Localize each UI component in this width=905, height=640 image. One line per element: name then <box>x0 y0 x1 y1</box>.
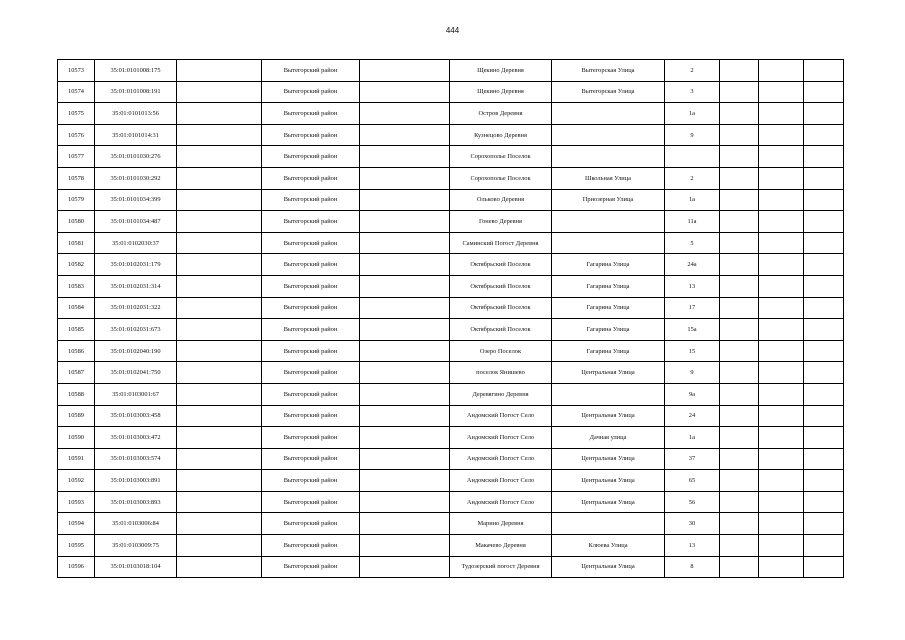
empty-cell <box>804 81 844 103</box>
house-number-cell: 9 <box>665 362 720 384</box>
registry-body <box>58 60 844 578</box>
empty-cell <box>720 513 759 535</box>
street-cell: Вытегорская Улица <box>552 60 665 82</box>
locality-cell: Озеро Поселок <box>450 340 552 362</box>
empty-cell <box>177 448 262 470</box>
table-row <box>58 60 844 82</box>
empty-cell <box>720 319 759 341</box>
empty-cell <box>804 60 844 82</box>
house-number-cell: 5 <box>665 232 720 254</box>
row-id-cell: 10584 <box>58 297 95 319</box>
empty-cell <box>804 470 844 492</box>
empty-cell <box>720 167 759 189</box>
cadastral-number-cell: 35:01:0101034:487 <box>95 211 177 233</box>
locality-cell: Щекино Деревня <box>450 81 552 103</box>
house-number-cell: 9 <box>665 124 720 146</box>
street-cell <box>552 146 665 168</box>
empty-cell <box>720 275 759 297</box>
empty-cell <box>360 470 450 492</box>
street-cell: Дачная улица <box>552 427 665 449</box>
empty-cell <box>759 340 804 362</box>
cadastral-number-cell: 35:01:0102030:37 <box>95 232 177 254</box>
empty-cell <box>720 535 759 557</box>
locality-cell: Сорохополье Поселок <box>450 146 552 168</box>
row-id-cell: 10595 <box>58 535 95 557</box>
district-cell: Вытегорский район <box>262 383 360 405</box>
empty-cell <box>720 405 759 427</box>
empty-cell <box>360 232 450 254</box>
empty-cell <box>804 232 844 254</box>
empty-cell <box>720 211 759 233</box>
empty-cell <box>804 362 844 384</box>
cadastral-number-cell: 35:01:0101008:191 <box>95 81 177 103</box>
empty-cell <box>720 254 759 276</box>
cadastral-number-cell: 35:01:0101034:399 <box>95 189 177 211</box>
locality-cell: Октябрьский Поселок <box>450 319 552 341</box>
empty-cell <box>177 513 262 535</box>
empty-cell <box>177 362 262 384</box>
house-number-cell: 1а <box>665 189 720 211</box>
empty-cell <box>360 211 450 233</box>
locality-cell: Гонево Деревня <box>450 211 552 233</box>
table-row <box>58 275 844 297</box>
empty-cell <box>759 232 804 254</box>
empty-cell <box>804 211 844 233</box>
locality-cell: поселок Янишево <box>450 362 552 384</box>
cadastral-number-cell: 35:01:0101030:292 <box>95 167 177 189</box>
district-cell: Вытегорский район <box>262 254 360 276</box>
cadastral-number-cell: 35:01:0103003:891 <box>95 470 177 492</box>
row-id-cell: 10578 <box>58 167 95 189</box>
empty-cell <box>360 103 450 125</box>
locality-cell: Октябрьский Поселок <box>450 254 552 276</box>
house-number-cell: 56 <box>665 491 720 513</box>
row-id-cell: 10596 <box>58 556 95 578</box>
empty-cell <box>360 556 450 578</box>
empty-cell <box>759 103 804 125</box>
table-row <box>58 124 844 146</box>
district-cell: Вытегорский район <box>262 124 360 146</box>
empty-cell <box>177 556 262 578</box>
empty-cell <box>804 103 844 125</box>
empty-cell <box>177 275 262 297</box>
street-cell <box>552 211 665 233</box>
empty-cell <box>177 491 262 513</box>
empty-cell <box>360 319 450 341</box>
district-cell: Вытегорский район <box>262 405 360 427</box>
empty-cell <box>759 60 804 82</box>
empty-cell <box>720 297 759 319</box>
empty-cell <box>804 556 844 578</box>
district-cell: Вытегорский район <box>262 81 360 103</box>
empty-cell <box>720 470 759 492</box>
street-cell: Вытегорская Улица <box>552 81 665 103</box>
district-cell: Вытегорский район <box>262 275 360 297</box>
empty-cell <box>360 124 450 146</box>
locality-cell: Кузнецово Деревня <box>450 124 552 146</box>
district-cell: Вытегорский район <box>262 448 360 470</box>
empty-cell <box>720 427 759 449</box>
empty-cell <box>804 319 844 341</box>
empty-cell <box>720 81 759 103</box>
cadastral-number-cell: 35:01:0101014:31 <box>95 124 177 146</box>
empty-cell <box>720 146 759 168</box>
table-row <box>58 211 844 233</box>
table-row <box>58 189 844 211</box>
district-cell: Вытегорский район <box>262 556 360 578</box>
empty-cell <box>759 470 804 492</box>
house-number-cell: 13 <box>665 535 720 557</box>
house-number-cell: 17 <box>665 297 720 319</box>
street-cell: Гагарина Улица <box>552 340 665 362</box>
table-row <box>58 362 844 384</box>
house-number-cell <box>665 146 720 168</box>
street-cell: Центральная Улица <box>552 491 665 513</box>
row-id-cell: 10576 <box>58 124 95 146</box>
house-number-cell: 2 <box>665 60 720 82</box>
row-id-cell: 10589 <box>58 405 95 427</box>
house-number-cell: 9а <box>665 383 720 405</box>
empty-cell <box>759 211 804 233</box>
empty-cell <box>720 383 759 405</box>
cadastral-number-cell: 35:01:0101008:175 <box>95 60 177 82</box>
locality-cell: Тудозерский погост Деревня <box>450 556 552 578</box>
empty-cell <box>177 254 262 276</box>
cadastral-number-cell: 35:01:0103009:75 <box>95 535 177 557</box>
empty-cell <box>360 362 450 384</box>
empty-cell <box>804 491 844 513</box>
cadastral-number-cell: 35:01:0102031:179 <box>95 254 177 276</box>
empty-cell <box>804 448 844 470</box>
empty-cell <box>177 383 262 405</box>
cadastral-number-cell: 35:01:0103003:472 <box>95 427 177 449</box>
table-row <box>58 383 844 405</box>
empty-cell <box>177 470 262 492</box>
table-row <box>58 167 844 189</box>
empty-cell <box>720 340 759 362</box>
empty-cell <box>177 232 262 254</box>
cadastral-number-cell: 35:01:0101013:56 <box>95 103 177 125</box>
empty-cell <box>804 340 844 362</box>
empty-cell <box>177 340 262 362</box>
empty-cell <box>360 427 450 449</box>
street-cell <box>552 383 665 405</box>
district-cell: Вытегорский район <box>262 513 360 535</box>
empty-cell <box>759 319 804 341</box>
empty-cell <box>804 254 844 276</box>
district-cell: Вытегорский район <box>262 297 360 319</box>
empty-cell <box>720 124 759 146</box>
table-row <box>58 103 844 125</box>
empty-cell <box>804 167 844 189</box>
empty-cell <box>759 275 804 297</box>
locality-cell: Андомский Погост Село <box>450 470 552 492</box>
empty-cell <box>177 535 262 557</box>
empty-cell <box>720 103 759 125</box>
cadastral-number-cell: 35:01:0103001:67 <box>95 383 177 405</box>
row-id-cell: 10583 <box>58 275 95 297</box>
locality-cell: Андомский Погост Село <box>450 448 552 470</box>
district-cell: Вытегорский район <box>262 340 360 362</box>
empty-cell <box>759 362 804 384</box>
house-number-cell: 15а <box>665 319 720 341</box>
empty-cell <box>720 556 759 578</box>
locality-cell: Щекино Деревня <box>450 60 552 82</box>
district-cell: Вытегорский район <box>262 470 360 492</box>
district-cell: Вытегорский район <box>262 146 360 168</box>
empty-cell <box>177 81 262 103</box>
street-cell <box>552 124 665 146</box>
table-row <box>58 535 844 557</box>
locality-cell: Октябрьский Поселок <box>450 275 552 297</box>
house-number-cell: 30 <box>665 513 720 535</box>
empty-cell <box>804 427 844 449</box>
empty-cell <box>360 81 450 103</box>
table-row <box>58 513 844 535</box>
table-row <box>58 340 844 362</box>
cadastral-number-cell: 35:01:0102031:673 <box>95 319 177 341</box>
row-id-cell: 10590 <box>58 427 95 449</box>
empty-cell <box>804 189 844 211</box>
locality-cell: Андомский Погост Село <box>450 491 552 513</box>
empty-cell <box>804 535 844 557</box>
empty-cell <box>759 491 804 513</box>
row-id-cell: 10579 <box>58 189 95 211</box>
empty-cell <box>360 405 450 427</box>
empty-cell <box>804 297 844 319</box>
empty-cell <box>360 513 450 535</box>
empty-cell <box>804 513 844 535</box>
empty-cell <box>720 491 759 513</box>
district-cell: Вытегорский район <box>262 211 360 233</box>
table-row <box>58 556 844 578</box>
locality-cell: Остров Деревня <box>450 103 552 125</box>
house-number-cell: 11а <box>665 211 720 233</box>
district-cell: Вытегорский район <box>262 319 360 341</box>
street-cell: Гагарина Улица <box>552 275 665 297</box>
district-cell: Вытегорский район <box>262 60 360 82</box>
locality-cell: Ольково Деревня <box>450 189 552 211</box>
street-cell: Гагарина Улица <box>552 297 665 319</box>
empty-cell <box>759 556 804 578</box>
empty-cell <box>804 275 844 297</box>
row-id-cell: 10581 <box>58 232 95 254</box>
empty-cell <box>759 427 804 449</box>
empty-cell <box>177 427 262 449</box>
cadastral-number-cell: 35:01:0103006:84 <box>95 513 177 535</box>
row-id-cell: 10591 <box>58 448 95 470</box>
empty-cell <box>759 124 804 146</box>
table-row <box>58 81 844 103</box>
table-row <box>58 427 844 449</box>
row-id-cell: 10573 <box>58 60 95 82</box>
empty-cell <box>759 513 804 535</box>
empty-cell <box>720 189 759 211</box>
table-row <box>58 297 844 319</box>
empty-cell <box>360 535 450 557</box>
row-id-cell: 10575 <box>58 103 95 125</box>
empty-cell <box>720 448 759 470</box>
empty-cell <box>360 297 450 319</box>
empty-cell <box>804 383 844 405</box>
table-row <box>58 470 844 492</box>
district-cell: Вытегорский район <box>262 232 360 254</box>
street-cell <box>552 103 665 125</box>
district-cell: Вытегорский район <box>262 167 360 189</box>
cadastral-number-cell: 35:01:0103003:458 <box>95 405 177 427</box>
locality-cell: Сорохополье Поселок <box>450 167 552 189</box>
row-id-cell: 10593 <box>58 491 95 513</box>
empty-cell <box>759 146 804 168</box>
table-row <box>58 405 844 427</box>
empty-cell <box>720 60 759 82</box>
empty-cell <box>804 405 844 427</box>
house-number-cell: 13 <box>665 275 720 297</box>
cadastral-number-cell: 35:01:0103018:104 <box>95 556 177 578</box>
house-number-cell: 24 <box>665 405 720 427</box>
empty-cell <box>759 405 804 427</box>
house-number-cell: 15 <box>665 340 720 362</box>
row-id-cell: 10574 <box>58 81 95 103</box>
row-id-cell: 10587 <box>58 362 95 384</box>
district-cell: Вытегорский район <box>262 103 360 125</box>
locality-cell: Марино Деревня <box>450 513 552 535</box>
empty-cell <box>177 103 262 125</box>
empty-cell <box>177 60 262 82</box>
street-cell: Центральная Улица <box>552 556 665 578</box>
empty-cell <box>177 167 262 189</box>
row-id-cell: 10585 <box>58 319 95 341</box>
empty-cell <box>177 319 262 341</box>
table-row <box>58 448 844 470</box>
district-cell: Вытегорский район <box>262 535 360 557</box>
empty-cell <box>360 254 450 276</box>
cadastral-number-cell: 35:01:0103003:893 <box>95 491 177 513</box>
empty-cell <box>360 60 450 82</box>
street-cell: Школьная Улица <box>552 167 665 189</box>
registry-table <box>57 59 844 578</box>
empty-cell <box>360 167 450 189</box>
house-number-cell: 65 <box>665 470 720 492</box>
row-id-cell: 10582 <box>58 254 95 276</box>
locality-cell: Саминский Погост Деревня <box>450 232 552 254</box>
empty-cell <box>759 448 804 470</box>
street-cell: Центральная Улица <box>552 362 665 384</box>
row-id-cell: 10586 <box>58 340 95 362</box>
street-cell <box>552 513 665 535</box>
table-row <box>58 146 844 168</box>
house-number-cell: 1а <box>665 427 720 449</box>
row-id-cell: 10580 <box>58 211 95 233</box>
empty-cell <box>759 189 804 211</box>
locality-cell: Октябрьский Поселок <box>450 297 552 319</box>
district-cell: Вытегорский район <box>262 491 360 513</box>
row-id-cell: 10592 <box>58 470 95 492</box>
district-cell: Вытегорский район <box>262 362 360 384</box>
empty-cell <box>360 146 450 168</box>
empty-cell <box>759 535 804 557</box>
street-cell <box>552 232 665 254</box>
house-number-cell: 24а <box>665 254 720 276</box>
street-cell: Гагарина Улица <box>552 254 665 276</box>
street-cell: Центральная Улица <box>552 405 665 427</box>
empty-cell <box>720 232 759 254</box>
page-number: 444 <box>445 26 460 35</box>
street-cell: Гагарина Улица <box>552 319 665 341</box>
locality-cell: Деревягино Деревня <box>450 383 552 405</box>
empty-cell <box>804 124 844 146</box>
empty-cell <box>759 254 804 276</box>
table-row <box>58 319 844 341</box>
cadastral-number-cell: 35:01:0102031:314 <box>95 275 177 297</box>
street-cell: Центральная Улица <box>552 470 665 492</box>
cadastral-number-cell: 35:01:0102040:190 <box>95 340 177 362</box>
empty-cell <box>720 362 759 384</box>
empty-cell <box>177 146 262 168</box>
table-row <box>58 254 844 276</box>
empty-cell <box>360 189 450 211</box>
street-cell: Клюева Улица <box>552 535 665 557</box>
empty-cell <box>177 297 262 319</box>
cadastral-number-cell: 35:01:0103003:574 <box>95 448 177 470</box>
empty-cell <box>759 167 804 189</box>
empty-cell <box>177 211 262 233</box>
cadastral-number-cell: 35:01:0101030:276 <box>95 146 177 168</box>
house-number-cell: 3 <box>665 81 720 103</box>
row-id-cell: 10588 <box>58 383 95 405</box>
locality-cell: Андомский Погост Село <box>450 427 552 449</box>
empty-cell <box>759 297 804 319</box>
empty-cell <box>804 146 844 168</box>
district-cell: Вытегорский район <box>262 427 360 449</box>
house-number-cell: 8 <box>665 556 720 578</box>
empty-cell <box>177 405 262 427</box>
empty-cell <box>177 124 262 146</box>
table-row <box>58 491 844 513</box>
street-cell: Центральная Улица <box>552 448 665 470</box>
empty-cell <box>360 491 450 513</box>
house-number-cell: 2 <box>665 167 720 189</box>
empty-cell <box>759 81 804 103</box>
empty-cell <box>360 383 450 405</box>
empty-cell <box>360 275 450 297</box>
house-number-cell: 37 <box>665 448 720 470</box>
cadastral-number-cell: 35:01:0102031:322 <box>95 297 177 319</box>
house-number-cell: 1а <box>665 103 720 125</box>
empty-cell <box>177 189 262 211</box>
empty-cell <box>360 448 450 470</box>
locality-cell: Андомский Погост Село <box>450 405 552 427</box>
cadastral-number-cell: 35:01:0102041:750 <box>95 362 177 384</box>
locality-cell: Макачево Деревня <box>450 535 552 557</box>
row-id-cell: 10594 <box>58 513 95 535</box>
empty-cell <box>759 383 804 405</box>
empty-cell <box>360 340 450 362</box>
district-cell: Вытегорский район <box>262 189 360 211</box>
row-id-cell: 10577 <box>58 146 95 168</box>
street-cell: Приозерная Улица <box>552 189 665 211</box>
table-row <box>58 232 844 254</box>
